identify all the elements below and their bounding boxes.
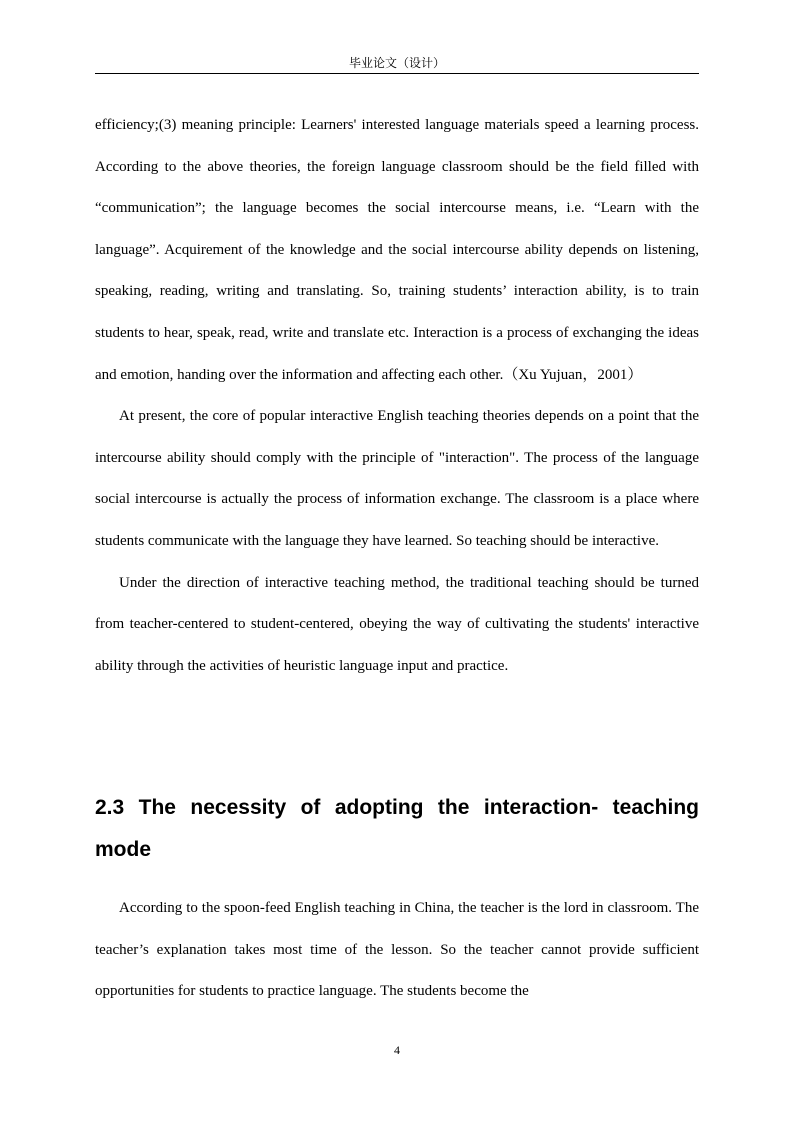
paragraph-interaction-principle: At present, the core of popular interactive English teaching theories depends on a point that the intercourse ability should comply with the principle of "interaction". The process of the language social intercourse is actually the process of information exchange. The classroom is a place where students communicate with the language they have learned. So teaching should be interactive.: [95, 408, 699, 549]
header-divider: [95, 73, 699, 74]
paragraph-student-centered: Under the direction of interactive teaching method, the traditional teaching should be turned from teacher-centered to student-centered, obeying the way of cultivating the students' interactive ability through the activities of heuristic language input and practice.: [95, 574, 699, 674]
paragraph-spoon-feed: According to the spoon-feed English teaching in China, the teacher is the lord in classroom. The teacher’s explanation takes most time of the lesson. So the teacher cannot provide sufficient opportunities for students to practice language. The students become the: [95, 900, 699, 1000]
paragraph-continuation: efficiency;(3) meaning principle: Learners' interested language materials speed a learning process. According to the above theories, the foreign language classroom should be the field filled with “communication”; the language becomes the social intercourse means, i.e. “Learn with the language”. Acquirement of the knowledge and the social intercourse ability depends on listening, speaking, reading, writing and translating. So, training students’ interaction ability, is to train students to hear, speak, read, write and translate etc. Interaction is a process of exchanging the ideas and emotion, handing over the information and affecting each other.（Xu Yujuan，2001）: [95, 117, 699, 383]
page-number: 4: [394, 1043, 400, 1057]
page-header: 毕业论文（设计）: [348, 56, 445, 70]
body-text: [95, 105, 699, 687]
section-body: [95, 888, 699, 1013]
section-heading: 2.3 The necessity of adopting the interaction- teaching mode: [95, 796, 699, 861]
